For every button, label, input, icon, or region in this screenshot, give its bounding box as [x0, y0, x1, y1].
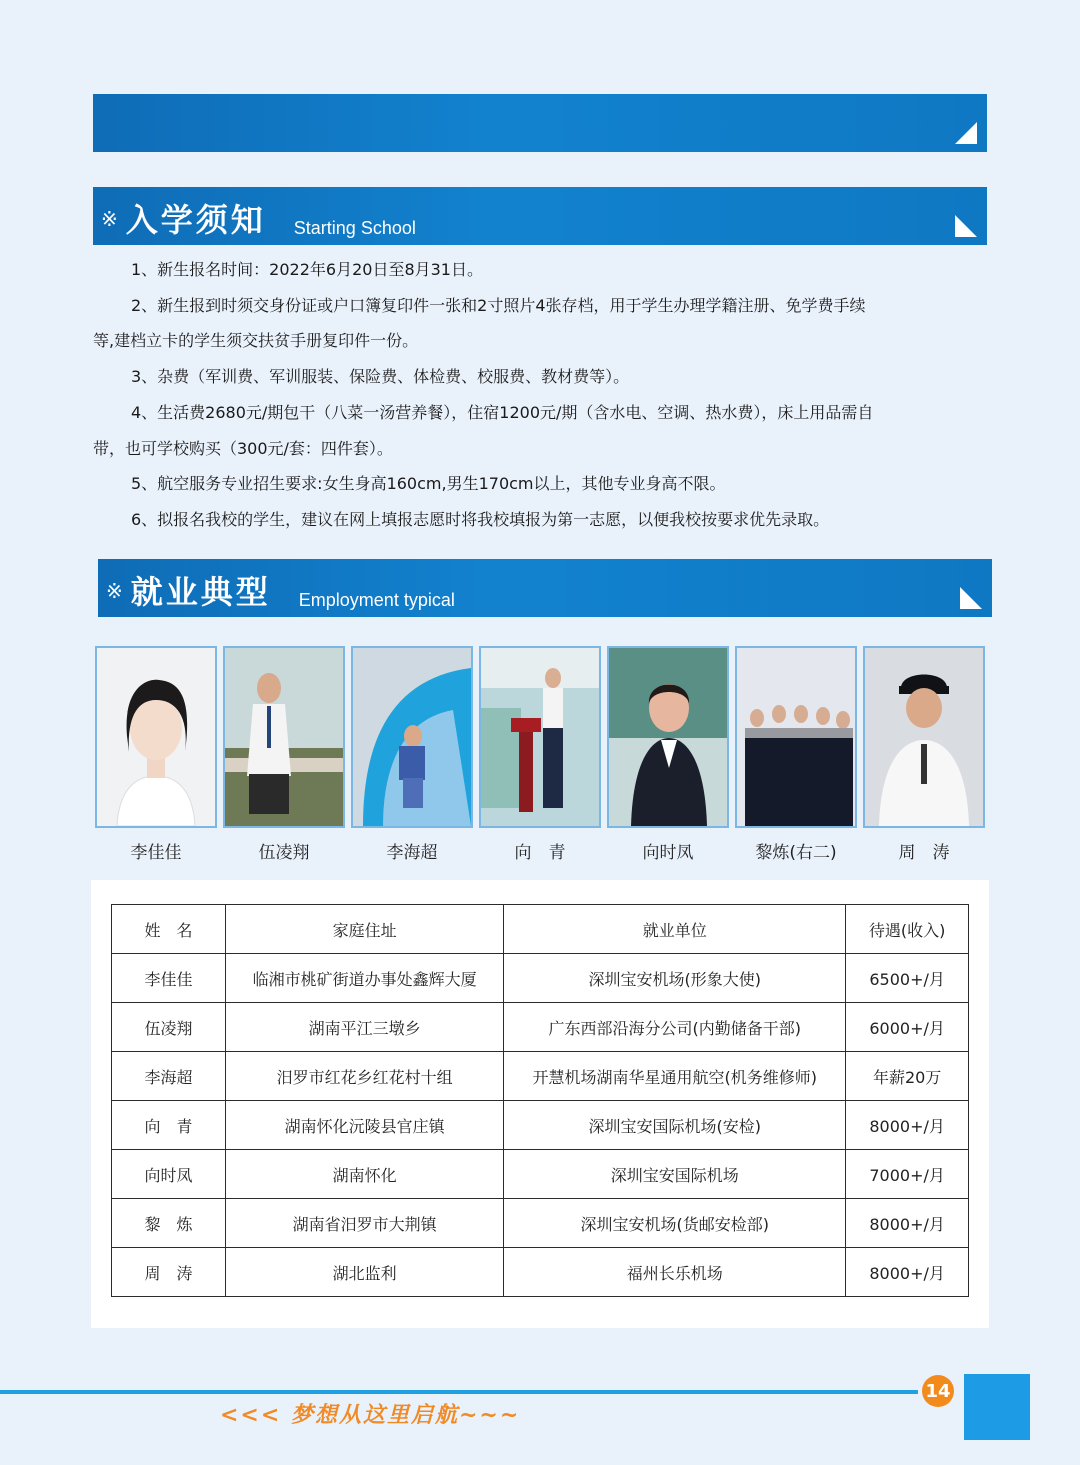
table-cell: 湖南平江三墩乡	[225, 1003, 503, 1052]
table-row	[112, 1199, 969, 1248]
table-cell: 8000+/月	[846, 1101, 969, 1150]
table-cell: 深圳宝安机场(形象大使)	[504, 954, 846, 1003]
table-cell: 福州长乐机场	[504, 1248, 846, 1297]
notice-item: 3、杂费（军训费、军训服装、保险费、体检费、校服费、教材费等）。	[131, 367, 630, 387]
table-cell: 伍凌翔	[112, 1003, 226, 1052]
table-cell: 6500+/月	[846, 954, 969, 1003]
table-cell: 8000+/月	[846, 1248, 969, 1297]
corner-triangle-icon	[955, 215, 977, 237]
notice-item: 2、新生报到时须交身份证或户口簿复印件一张和2寸照片4张存档，用于学生办理学籍注册、免学费手续	[131, 295, 866, 315]
column-header: 待遇(收入)	[846, 905, 969, 954]
photo-caption: 周 涛	[898, 843, 950, 863]
corner-triangle-icon	[955, 122, 977, 144]
portrait-photo	[351, 646, 473, 828]
notice-item: 6、拟报名我校的学生，建议在网上填报志愿时将我校填报为第一志愿，以便我校按要求优先录取。	[131, 509, 830, 529]
table-cell: 向 青	[112, 1101, 226, 1150]
table-cell: 7000+/月	[846, 1150, 969, 1199]
section-subtitle: Starting School	[293, 218, 416, 238]
photo-captions	[95, 838, 987, 863]
table-cell: 开慧机场湖南华星通用航空(机务维修师)	[504, 1052, 846, 1101]
table-cell: 深圳宝安机场(货邮安检部)	[504, 1199, 846, 1248]
page-number: 14	[922, 1375, 954, 1407]
section-subtitle: Employment typical	[298, 590, 455, 610]
portrait-photo	[95, 646, 217, 828]
table-row	[112, 1248, 969, 1297]
employment-table	[111, 904, 969, 1297]
table-cell: 向时凤	[112, 1150, 226, 1199]
table-cell: 深圳宝安国际机场(安检)	[504, 1101, 846, 1150]
photo-caption: 李海超	[386, 843, 438, 863]
table-cell: 湖北监利	[225, 1248, 503, 1297]
enroll-banner	[93, 187, 987, 245]
table-row	[112, 1003, 969, 1052]
table-row	[112, 1052, 969, 1101]
column-header: 姓 名	[112, 905, 226, 954]
table-cell: 6000+/月	[846, 1003, 969, 1052]
employ-banner	[98, 559, 992, 617]
table-cell: 临湘市桃矿街道办事处鑫辉大厦	[225, 954, 503, 1003]
portrait-photo	[607, 646, 729, 828]
photo-caption: 黎炼(右二)	[755, 843, 837, 863]
portrait-photo	[223, 646, 345, 828]
photo-caption: 向 青	[514, 843, 566, 863]
table-row	[112, 1101, 969, 1150]
table-cell: 年薪20万	[846, 1052, 969, 1101]
portrait-photo	[735, 646, 857, 828]
corner-triangle-icon	[960, 587, 982, 609]
table-cell: 8000+/月	[846, 1199, 969, 1248]
notice-item-continued: 带，也可学校购买（300元/套：四件套）。	[93, 438, 393, 458]
reference-mark-icon: ※	[101, 207, 118, 231]
table-row	[112, 954, 969, 1003]
portrait-photo	[863, 646, 985, 828]
table-cell: 周 涛	[112, 1248, 226, 1297]
notice-item: 1、新生报名时间：2022年6月20日至8月31日。	[131, 260, 483, 279]
section-title: 入学须知	[125, 201, 266, 239]
photo-caption: 向时凤	[642, 843, 694, 863]
table-header-row	[112, 905, 969, 954]
table-cell: 湖南怀化	[225, 1150, 503, 1199]
top-banner	[93, 94, 987, 152]
slogan: <<< 梦想从这里启航~~~	[220, 1402, 521, 1428]
photo-caption: 李佳佳	[130, 843, 182, 863]
section-title: 就业典型	[130, 573, 271, 611]
notice-item-continued: 等,建档立卡的学生须交扶贫手册复印件一份。	[93, 331, 419, 351]
portrait-photo	[479, 646, 601, 828]
table-cell: 深圳宝安国际机场	[504, 1150, 846, 1199]
column-header: 就业单位	[504, 905, 846, 954]
footer-line	[0, 1390, 918, 1394]
reference-mark-icon: ※	[106, 579, 123, 603]
photo-caption: 伍凌翔	[258, 843, 310, 863]
table-cell: 李佳佳	[112, 954, 226, 1003]
table-cell: 黎 炼	[112, 1199, 226, 1248]
table-cell: 湖南省汨罗市大荆镇	[225, 1199, 503, 1248]
notice-item: 4、生活费2680元/期包干（八菜一汤营养餐），住宿1200元/期（含水电、空调、热水费），床上用品需自	[131, 402, 874, 422]
graduate-photos	[95, 646, 987, 828]
table-cell: 汨罗市红花乡红花村十组	[225, 1052, 503, 1101]
employment-table-card	[91, 880, 989, 1328]
table-row	[112, 1150, 969, 1199]
table-cell: 湖南怀化沅陵县官庄镇	[225, 1101, 503, 1150]
footer-decoration	[964, 1374, 1030, 1440]
enrollment-notice	[93, 252, 993, 538]
column-header: 家庭住址	[225, 905, 503, 954]
table-cell: 广东西部沿海分公司(内勤储备干部)	[504, 1003, 846, 1052]
table-cell: 李海超	[112, 1052, 226, 1101]
notice-item: 5、航空服务专业招生要求:女生身高160cm,男生170cm以上，其他专业身高不限。	[131, 474, 726, 494]
